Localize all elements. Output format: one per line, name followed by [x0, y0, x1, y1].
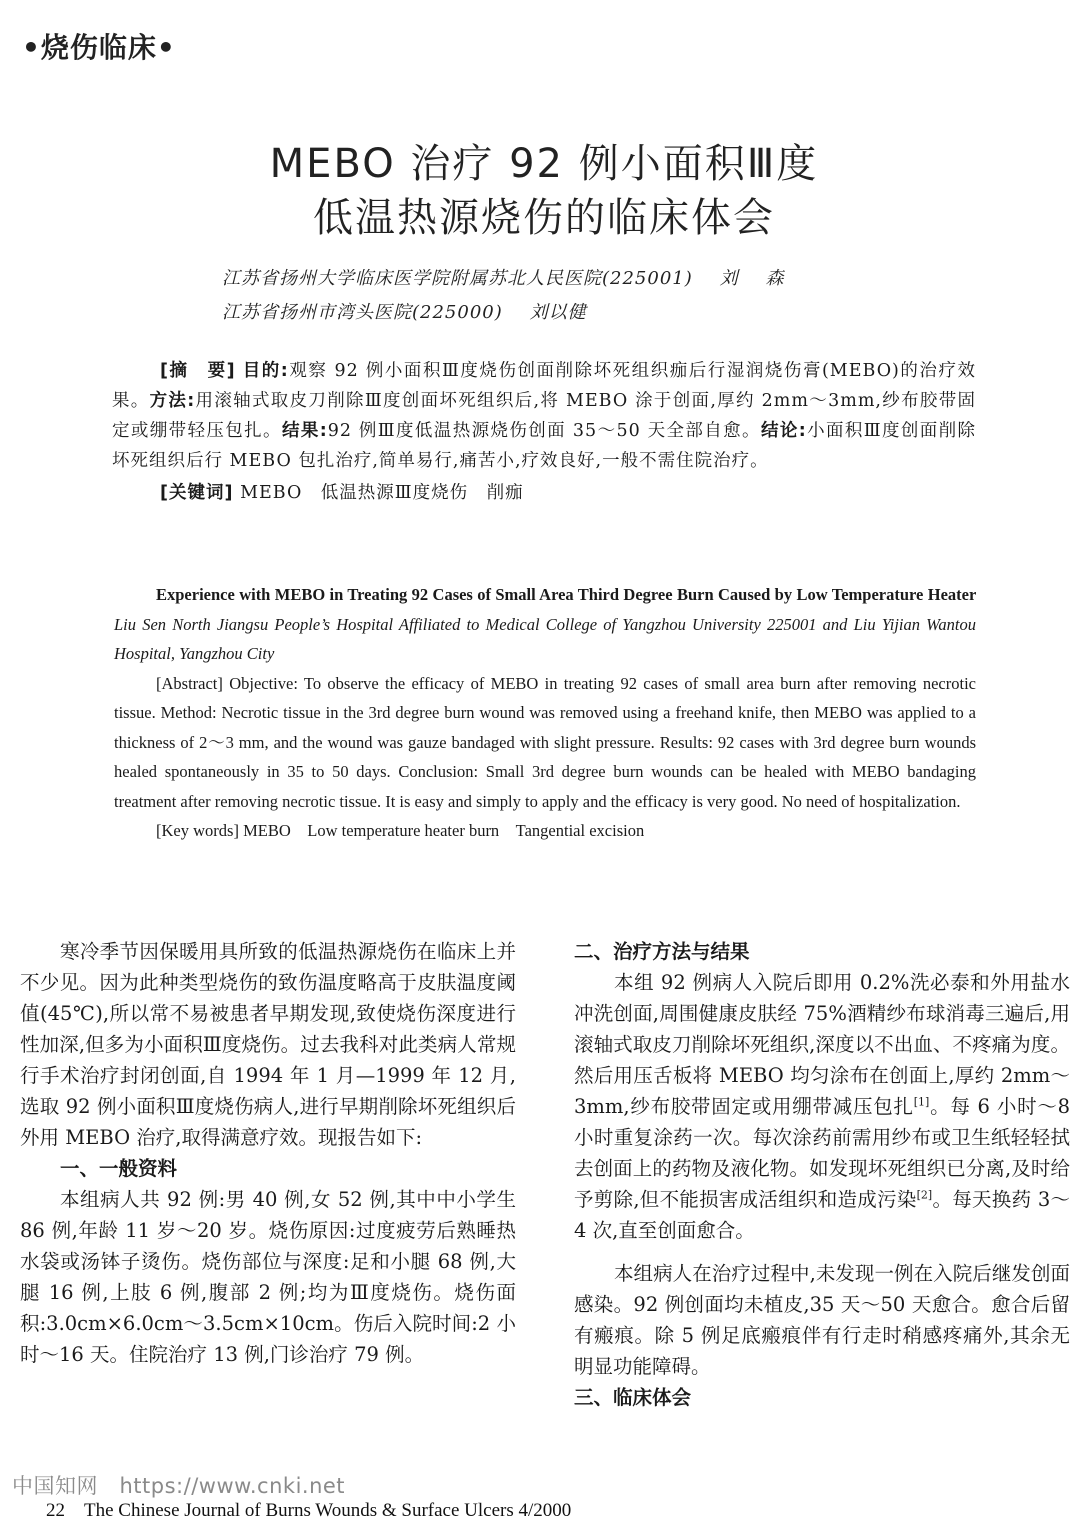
abstract-cn-label: [摘 要]	[160, 361, 236, 381]
section2-p1-part-b: 。每 6 小时～8 小时重复涂药一次。每次涂药前需用纱布或卫生纸轻轻拭去创面上的药物及液化物。如发现坏死组织已分离,及时给予剪除,但不能损害成活组织和造成污染	[574, 1095, 1070, 1211]
body-column-right	[574, 936, 1070, 1413]
section1-heading: 一、一般资料	[60, 1157, 178, 1180]
conclusion-label: 结论:	[760, 421, 807, 441]
objective-label: 目的:	[242, 361, 289, 381]
section-tag: •烧伤临床•	[22, 31, 176, 64]
intro-paragraph: 寒冷季节因保暖用具所致的低温热源烧伤在临床上并不少见。因为此种类型烧伤的致伤温度略高于皮肤温度阈值(45℃),所以常不易被患者早期发现,致使烧伤深度进行性加深,但多为小面积Ⅲ度烧伤。过去我科对此类病人常规行手术治疗封闭创面,自 1994 年 1 月—1999 年 12 月,选取 92 例小面积Ⅲ度烧伤病人,进行早期削除坏死组织后外用 MEBO 治疗,取得满意疗效。现报告如下:	[20, 940, 516, 1149]
article-title-line1: MEBO 治疗 92 例小面积Ⅲ度	[269, 141, 819, 187]
english-authors: Liu Sen North Jiangsu People’s Hospital Affiliated to Medical College of Yangzhou University 225001 and Liu Yijian Wantou Hospital, Yangzhou City	[114, 614, 976, 663]
result-text: 92 例Ⅲ度低温热源烧伤创面 35～50 天全部自愈。	[327, 421, 761, 441]
citation-2: [2]	[916, 1188, 933, 1202]
conclusion-text: 小面积Ⅲ度创面削除坏死组织后行 MEBO 包扎治疗,简单易行,痛苦小,疗效良好,一般不需住院治疗。	[112, 421, 977, 471]
method-label: 方法:	[149, 391, 196, 411]
english-keywords	[114, 816, 976, 846]
method-text: 用滚轴式取皮刀削除Ⅲ度创面坏死组织后,将 MEBO 涂于创面,厚约 2mm～3mm,纱布胶带固定或绷带轻压包扎。	[112, 391, 977, 441]
body-column-left	[20, 936, 516, 1370]
citation-1: [1]	[913, 1095, 930, 1109]
english-abstract	[114, 669, 976, 817]
author-affiliation-2: 江苏省扬州市湾头医院(225000) 刘以健	[222, 302, 587, 323]
section2-p1-part-c: 。每天换药 3～4 次,直至创面愈合。	[574, 1188, 1071, 1242]
abstract-english	[114, 580, 976, 846]
section3-heading: 三、临床体会	[574, 1386, 692, 1409]
abstract-chinese	[112, 356, 976, 508]
abstract-cn-body	[112, 356, 976, 476]
english-title-text: Experience with MEBO in Treating 92 Cases of Small Area Third Degree Burn Caused by Low Temperature Heater	[156, 585, 976, 604]
section2-paragraph1	[574, 967, 1070, 1246]
article-title-line2: 低温热源烧伤的临床体会	[313, 195, 775, 241]
result-label: 结果:	[281, 421, 328, 441]
english-title	[114, 580, 976, 669]
keywords-cn	[112, 478, 976, 508]
section2-p1-part-a: 本组 92 例病人入院后即用 0.2%洗必泰和外用盐水冲洗创面,周围健康皮肤经 75%酒精纱布球消毒三遍后,用滚轴式取皮刀削除坏死组织,深度以不出血、不疼痛为度。然后用压舌板将 MEBO 均匀涂布在创面上,厚约 2mm～3mm,纱布胶带固定或用绷带减压包扎	[574, 971, 1070, 1118]
section2-paragraph2: 本组病人在治疗过程中,未发现一例在入院后继发创面感染。92 例创面均未植皮,35 天～50 天愈合。愈合后留有瘢痕。除 5 例足底瘢痕伴有行走时稍感疼痛外,其余无明显功能障碍。	[574, 1262, 1070, 1378]
author-affiliation-1: 江苏省扬州大学临床医学院附属苏北人民医院(225001) 刘 森	[222, 268, 785, 289]
section2-heading: 二、治疗方法与结果	[574, 940, 750, 963]
cnki-watermark: 中国知网 https://www.cnki.net	[12, 1474, 346, 1498]
keywords-cn-text: MEBO 低温热源Ⅲ度烧伤 削痂	[240, 483, 524, 503]
english-abstract-text: Objective: To observe the efficacy of MEBO in treating 92 cases of small area burn after removing necrotic tissue. Method: Necrotic tissue in the 3rd degree burn wound was removed using a freehand knife, then MEBO was applied to a thickness of 2～3 mm, and the wound was gauze bandaged with slight pressure. Results: 92 cases with 3rd degree burn wounds healed spontaneously in 35 to 50 days. Conclusion: Small 3rd degree burn wounds can be healed with MEBO bandaging treatment after removing necrotic tissue. It is easy and simply to apply and the efficacy is very good. No need of hospitalization.	[114, 673, 976, 811]
english-abstract-label: [Abstract]	[156, 673, 223, 693]
keywords-cn-label: [关键词]	[160, 483, 234, 503]
section1-paragraph: 本组病人共 92 例:男 40 例,女 52 例,其中中小学生 86 例,年龄 11 岁～20 岁。烧伤原因:过度疲劳后熟睡热水袋或汤钵子烫伤。烧伤部位与深度:足和小腿 68 例,大腿 16 例,上肢 6 例,腹部 2 例;均为Ⅲ度烧伤。烧伤面积:3.0cm×6.0cm～3.5cm×10cm。伤后入院时间:2 小时～16 天。住院治疗 13 例,门诊治疗 79 例。	[20, 1188, 516, 1366]
page-footer: 22 The Chinese Journal of Burns Wounds & Surface Ulcers 4/2000	[46, 1500, 572, 1521]
objective-text: 观察 92 例小面积Ⅲ度烧伤创面削除坏死组织痂后行湿润烧伤膏(MEBO)的治疗效果。	[112, 361, 976, 411]
english-keywords-text: MEBO Low temperature heater burn Tangential excision	[243, 821, 645, 840]
english-keywords-label: [Key words]	[156, 821, 239, 840]
